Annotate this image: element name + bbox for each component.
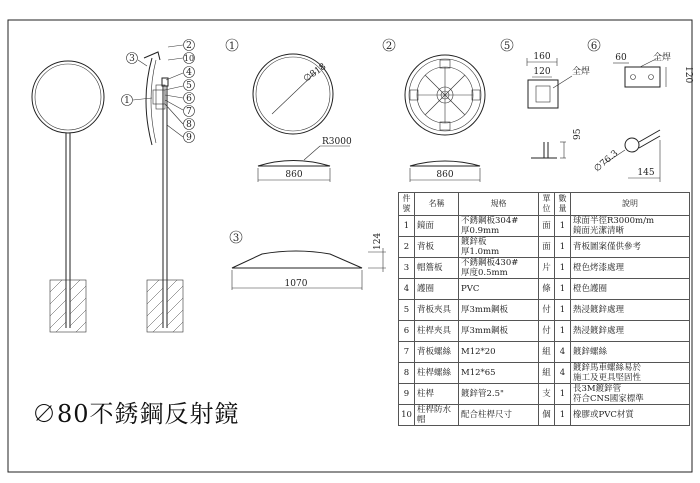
cell-name: 背板 — [415, 237, 459, 258]
table-row — [399, 300, 690, 321]
cell-unit: 面 — [539, 237, 555, 258]
cell-name: 護圈 — [415, 279, 459, 300]
cell-unit: 付 — [539, 300, 555, 321]
header-note: 說明 — [571, 193, 690, 216]
cell-no: 6 — [399, 321, 415, 342]
dim-cap-height: 124 — [373, 232, 383, 250]
cell-note: 鍍鋅馬車螺絲易於 施工及更具堅固性 — [571, 363, 690, 384]
cell-spec: 鍍鋅板 厚1.0mm — [459, 237, 539, 258]
cell-qty: 1 — [555, 300, 571, 321]
view-2-back-plate — [383, 39, 485, 182]
dim-cap-width: 1070 — [284, 279, 308, 289]
dim-radius: R3000 — [322, 137, 352, 147]
callout-view-5: 5 — [503, 41, 511, 52]
view-3-cap — [230, 231, 386, 290]
dim-clamp-h: 95 — [573, 128, 583, 140]
callout-view-1: 1 — [228, 41, 236, 52]
callout-side-6: 6 — [186, 94, 192, 104]
parts-table — [398, 192, 690, 426]
cell-name: 柱桿防水帽 — [415, 405, 459, 426]
callout-side-8: 8 — [186, 120, 192, 130]
cell-spec: 不銹鋼板430# 厚度0.5mm — [459, 258, 539, 279]
cell-note: 熱浸鍍鋅處理 — [571, 300, 690, 321]
callout-side-4: 4 — [186, 68, 192, 78]
callout-side-10: 10 — [183, 54, 195, 63]
cell-name: 鏡面 — [415, 216, 459, 237]
cell-note: 鍍鋅螺絲 — [571, 342, 690, 363]
table-row — [399, 321, 690, 342]
cell-qty: 1 — [555, 258, 571, 279]
cell-unit: 組 — [539, 342, 555, 363]
cell-note: 橡膠或PVC材質 — [571, 405, 690, 426]
table-row — [399, 216, 690, 237]
cell-name: 背板螺絲 — [415, 342, 459, 363]
cell-no: 3 — [399, 258, 415, 279]
table-row — [399, 363, 690, 384]
cell-no: 2 — [399, 237, 415, 258]
cell-qty: 1 — [555, 279, 571, 300]
cell-unit: 個 — [539, 405, 555, 426]
cell-name: 帽簷板 — [415, 258, 459, 279]
cell-qty: 1 — [555, 405, 571, 426]
view-6-pole-clamp — [588, 39, 693, 182]
callout-view-6: 6 — [590, 41, 598, 52]
dim-pole-clamp-weld: 全焊 — [653, 53, 672, 63]
cell-unit: 組 — [539, 363, 555, 384]
dim-pole-len: 145 — [637, 168, 655, 178]
cell-no: 5 — [399, 300, 415, 321]
dim-clamp-weld: 全焊 — [572, 67, 591, 77]
parts-table-body — [399, 216, 690, 426]
header-unit: 單位 — [539, 193, 555, 216]
parts-table-header — [399, 193, 690, 216]
cell-note: 球面半徑R3000m/m 鏡面光潔清晰 — [571, 216, 690, 237]
header-name: 名稱 — [415, 193, 459, 216]
foundation-front — [50, 280, 86, 332]
cell-no: 8 — [399, 363, 415, 384]
callout-side-7: 7 — [186, 107, 192, 117]
dim-back-width: 860 — [436, 170, 454, 180]
cell-spec: 不銹鋼板304# 厚0.9mm — [459, 216, 539, 237]
cell-qty: 4 — [555, 363, 571, 384]
cell-note: 橙色烤漆處理 — [571, 258, 690, 279]
table-row — [399, 405, 690, 426]
cell-spec: 配合柱桿尺寸 — [459, 405, 539, 426]
cell-qty: 1 — [555, 237, 571, 258]
callout-side-2: 2 — [186, 41, 192, 51]
drawing-title: ∅80不銹鋼反射鏡 — [32, 400, 240, 428]
foundation-side — [147, 280, 183, 332]
cell-no: 1 — [399, 216, 415, 237]
cell-spec: 鍍鋅管2.5" — [459, 384, 539, 405]
dim-mirror-dia: ∅818 — [301, 61, 329, 85]
cell-spec: M12*20 — [459, 342, 539, 363]
cell-qty: 1 — [555, 321, 571, 342]
cell-qty: 1 — [555, 216, 571, 237]
cell-note: 背板圖案僅供參考 — [571, 237, 690, 258]
callout-side-5: 5 — [186, 81, 192, 91]
cell-qty: 1 — [555, 384, 571, 405]
table-row — [399, 258, 690, 279]
header-spec: 規格 — [459, 193, 539, 216]
cell-note: 長3M鍍鋅管 符合CNS國家標準 — [571, 384, 690, 405]
dim-pole-clamp-w: 60 — [615, 53, 627, 63]
cell-name: 柱桿螺絲 — [415, 363, 459, 384]
side-view — [122, 40, 195, 333]
dim-clamp-w2: 120 — [533, 67, 551, 77]
cell-no: 7 — [399, 342, 415, 363]
callout-view-3: 3 — [232, 233, 240, 244]
dim-clamp-w1: 160 — [533, 52, 551, 62]
table-row — [399, 384, 690, 405]
cell-spec: 厚3mm鋼板 — [459, 300, 539, 321]
dim-pole-dia: ∅76.3 — [592, 148, 621, 175]
cell-spec: M12*65 — [459, 363, 539, 384]
cell-no: 4 — [399, 279, 415, 300]
cell-unit: 支 — [539, 384, 555, 405]
view-5-back-clamp — [501, 39, 590, 158]
header-no: 件號 — [399, 193, 415, 216]
header-qty: 數量 — [555, 193, 571, 216]
cell-no: 9 — [399, 384, 415, 405]
dim-pole-clamp-h: 120 — [683, 66, 693, 84]
table-row — [399, 342, 690, 363]
callout-side-9: 9 — [186, 133, 192, 143]
cell-note: 熱浸鍍鋅處理 — [571, 321, 690, 342]
cell-name: 柱桿 — [415, 384, 459, 405]
callout-view-2: 2 — [385, 41, 393, 52]
cell-spec: PVC — [459, 279, 539, 300]
cell-name: 柱桿夾具 — [415, 321, 459, 342]
callout-side-3: 3 — [129, 54, 135, 64]
cell-name: 背板夾具 — [415, 300, 459, 321]
cell-unit: 條 — [539, 279, 555, 300]
table-row — [399, 237, 690, 258]
callout-side-1: 1 — [124, 96, 130, 106]
cell-qty: 4 — [555, 342, 571, 363]
view-1-mirror — [226, 39, 352, 182]
cell-unit: 片 — [539, 258, 555, 279]
table-row — [399, 279, 690, 300]
cell-spec: 厚3mm鋼板 — [459, 321, 539, 342]
front-view — [32, 61, 104, 332]
cell-unit: 付 — [539, 321, 555, 342]
dim-mirror-width: 860 — [285, 170, 303, 180]
cell-note: 橙色護圈 — [571, 279, 690, 300]
cell-no: 10 — [399, 405, 415, 426]
cell-unit: 面 — [539, 216, 555, 237]
